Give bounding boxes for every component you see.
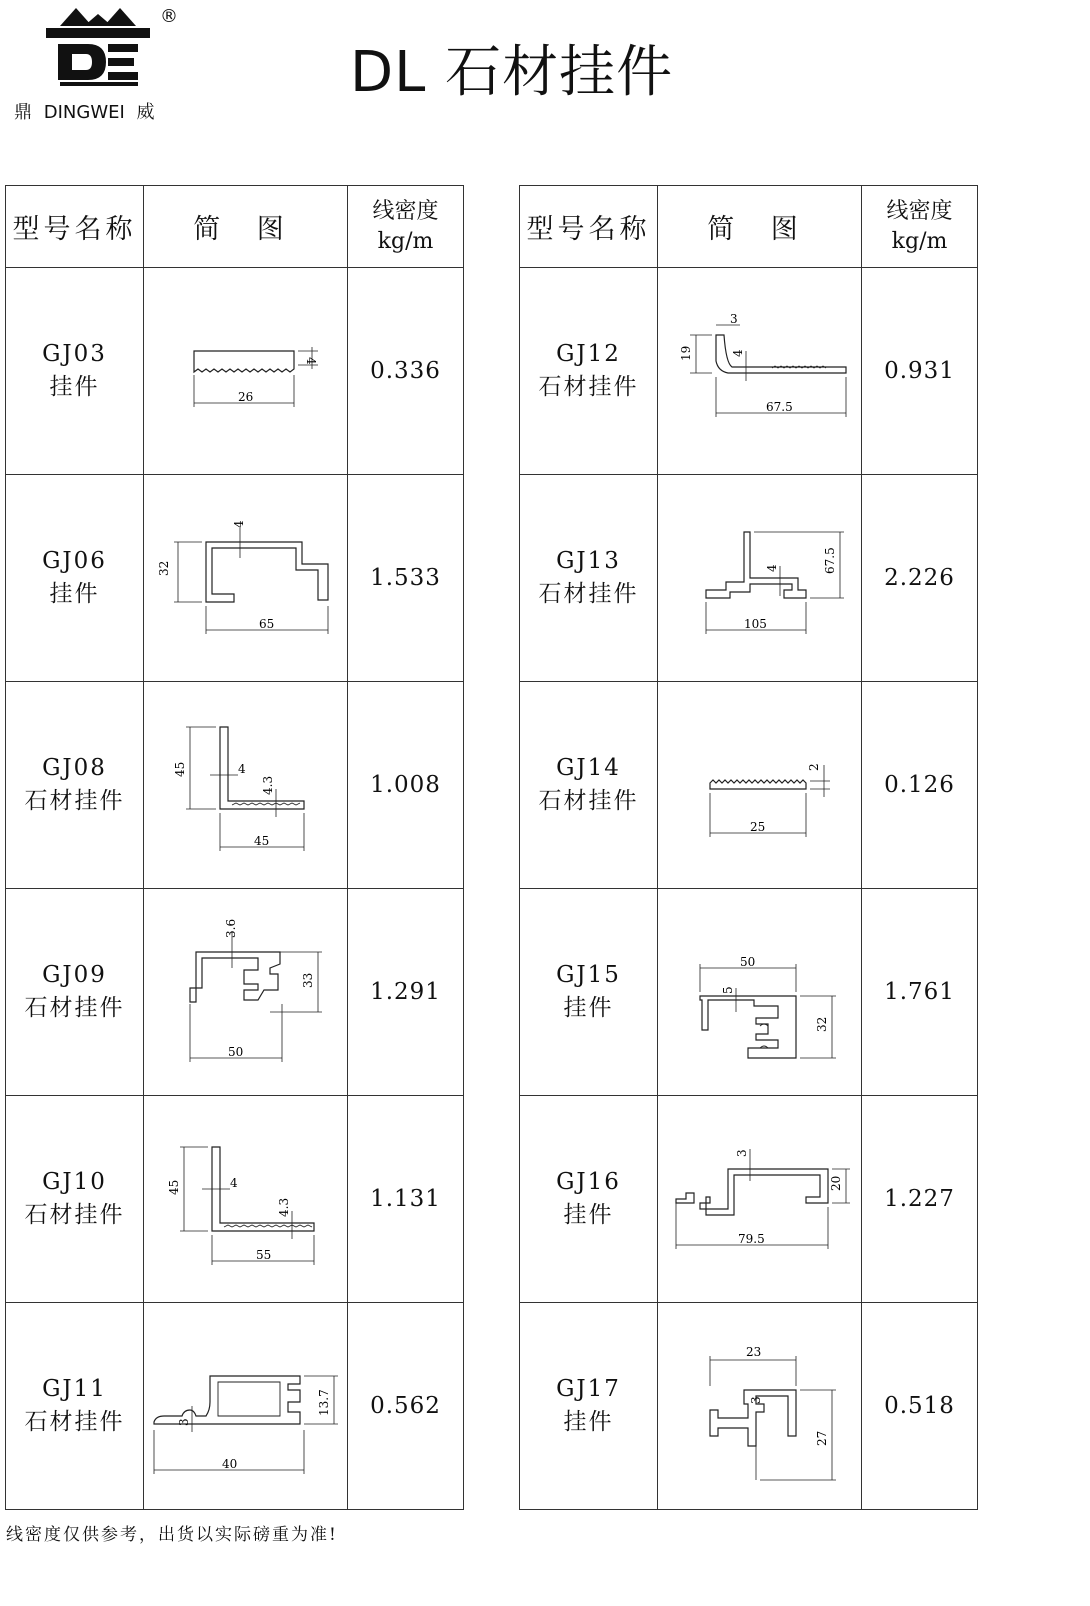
- table-row: [6, 475, 464, 682]
- dim-label: 27: [814, 1430, 829, 1446]
- model-code: GJ12: [556, 341, 621, 367]
- dim-label: 26: [237, 390, 253, 404]
- dim-label: 5: [720, 986, 735, 994]
- dim-label: 33: [300, 972, 315, 988]
- drawing-cell: [144, 682, 348, 889]
- drawing-cell: [658, 475, 862, 682]
- dim-label: 55: [255, 1248, 271, 1262]
- dim-label: 25: [749, 820, 765, 834]
- brand-left-char: 鼎: [14, 102, 32, 123]
- dim-label: 20: [828, 1175, 843, 1191]
- density-value: 1.008: [348, 682, 464, 889]
- dim-label: 23: [745, 1345, 761, 1359]
- header-drawing: 简 图: [144, 186, 348, 268]
- drawing-cell: [658, 268, 862, 475]
- dim-label: 4.3: [260, 775, 275, 795]
- model-name: 石材挂件: [538, 581, 639, 607]
- drawing-cell: [658, 682, 862, 889]
- header-density-label: 线密度: [886, 198, 953, 224]
- model-code: GJ15: [556, 962, 621, 988]
- density-value: 1.227: [862, 1096, 978, 1303]
- dim-label: 79.5: [737, 1232, 765, 1246]
- profile-drawing-gj15: [660, 892, 860, 1092]
- table-row: [6, 682, 464, 889]
- dim-label: 65: [258, 617, 274, 631]
- density-value: 1.533: [348, 475, 464, 682]
- profile-drawing-gj12: [660, 271, 860, 471]
- dim-label: 32: [156, 560, 171, 576]
- table-row: [520, 475, 978, 682]
- brand-name-text: DINGWEI: [43, 102, 125, 123]
- dim-label: 4: [229, 1176, 238, 1190]
- density-value: 1.291: [348, 889, 464, 1096]
- drawing-cell: [144, 475, 348, 682]
- model-code: GJ16: [556, 1169, 621, 1195]
- brand-name: [14, 98, 161, 124]
- table-row: [6, 1096, 464, 1303]
- model-cell: [520, 889, 658, 1096]
- header-model: 型号名称: [520, 186, 658, 268]
- header-drawing: 简 图: [658, 186, 862, 268]
- model-cell: [520, 1303, 658, 1510]
- model-name: 挂件: [49, 581, 100, 607]
- table-header-row: [6, 186, 464, 268]
- model-code: GJ09: [42, 962, 107, 988]
- density-value: 2.226: [862, 475, 978, 682]
- model-cell: [520, 1096, 658, 1303]
- table-row: [520, 682, 978, 889]
- model-code: GJ10: [42, 1169, 107, 1195]
- model-cell: [6, 475, 144, 682]
- table-row: [6, 268, 464, 475]
- model-code: GJ03: [42, 341, 107, 367]
- profile-drawing-gj14: [660, 685, 860, 885]
- dim-label: 4: [237, 762, 246, 776]
- density-value: 0.562: [348, 1303, 464, 1510]
- model-code: GJ14: [556, 755, 621, 781]
- profile-drawing-gj16: [660, 1099, 860, 1299]
- dim-label: 50: [739, 955, 755, 969]
- drawing-cell: [658, 1303, 862, 1510]
- profile-drawing-gj09: [146, 892, 346, 1092]
- dim-label: 4: [303, 357, 318, 365]
- dim-label: 4: [231, 520, 246, 528]
- header-density: [348, 186, 464, 268]
- dim-label: 45: [166, 1179, 181, 1195]
- profile-drawing-gj13: [660, 478, 860, 678]
- header-model: 型号名称: [6, 186, 144, 268]
- dingwei-logo-icon: [46, 4, 150, 88]
- brand-right-char: 威: [136, 102, 155, 123]
- dim-label: 3: [748, 1396, 763, 1404]
- left-spec-table: [5, 185, 464, 1510]
- profile-drawing-gj06: [146, 478, 346, 678]
- dim-label: 67.5: [765, 400, 793, 414]
- drawing-cell: [144, 1303, 348, 1510]
- dim-label: 50: [227, 1045, 243, 1059]
- model-code: GJ17: [556, 1376, 621, 1402]
- model-name: 石材挂件: [538, 374, 639, 400]
- model-cell: [520, 682, 658, 889]
- profile-drawing-gj17: [660, 1306, 860, 1506]
- dim-label: 4: [730, 349, 745, 357]
- model-name: 挂件: [49, 374, 100, 400]
- dim-label: 2: [806, 763, 821, 771]
- profile-drawing-gj10: [146, 1099, 346, 1299]
- model-cell: [6, 682, 144, 889]
- model-name: 石材挂件: [24, 995, 125, 1021]
- model-name: 石材挂件: [24, 1202, 125, 1228]
- density-value: 1.761: [862, 889, 978, 1096]
- model-cell: [6, 889, 144, 1096]
- dim-label: 3: [734, 1149, 749, 1157]
- table-header-row: [520, 186, 978, 268]
- page-title: DL 石材挂件: [350, 40, 674, 105]
- dim-label: 3: [176, 1418, 191, 1426]
- density-value: 0.931: [862, 268, 978, 475]
- drawing-cell: [658, 889, 862, 1096]
- brand-logo: [10, 4, 180, 122]
- table-row: [520, 1096, 978, 1303]
- model-name: 石材挂件: [24, 788, 125, 814]
- dim-label: 19: [678, 345, 693, 361]
- table-row: [520, 268, 978, 475]
- header-density: [862, 186, 978, 268]
- model-name: 挂件: [563, 1202, 614, 1228]
- profile-drawing-gj03: [146, 271, 346, 471]
- profile-drawing-gj11: [146, 1306, 346, 1506]
- dim-label: 3: [729, 312, 738, 326]
- model-code: GJ06: [42, 548, 107, 574]
- model-code: GJ11: [42, 1376, 107, 1402]
- model-code: GJ08: [42, 755, 107, 781]
- model-cell: [520, 268, 658, 475]
- header-density-unit: kg/m: [891, 228, 948, 254]
- drawing-cell: [658, 1096, 862, 1303]
- model-name: 石材挂件: [538, 788, 639, 814]
- table-row: [520, 1303, 978, 1510]
- dim-label: 13.7: [316, 1389, 331, 1416]
- dim-label: 4.3: [276, 1197, 291, 1217]
- table-row: [6, 889, 464, 1096]
- model-code: GJ13: [556, 548, 621, 574]
- header-density-unit: kg/m: [377, 228, 434, 254]
- density-value: 0.126: [862, 682, 978, 889]
- dim-label: 45: [172, 761, 187, 777]
- table-row: [6, 1303, 464, 1510]
- model-name: 挂件: [563, 1409, 614, 1435]
- model-name: 挂件: [563, 995, 614, 1021]
- drawing-cell: [144, 1096, 348, 1303]
- registered-mark: ®: [160, 6, 178, 27]
- model-cell: [6, 1096, 144, 1303]
- dim-label: 3.6: [223, 918, 238, 938]
- footnote: 线密度仅供参考，出货以实际磅重为准!: [6, 1525, 338, 1545]
- density-value: 1.131: [348, 1096, 464, 1303]
- model-cell: [6, 268, 144, 475]
- drawing-cell: [144, 268, 348, 475]
- profile-drawing-gj08: [146, 685, 346, 885]
- dim-label: 32: [814, 1016, 829, 1032]
- density-value: 0.518: [862, 1303, 978, 1510]
- table-row: [520, 889, 978, 1096]
- dim-label: 4: [764, 564, 779, 572]
- dim-label: 67.5: [822, 547, 837, 574]
- dim-label: 40: [221, 1457, 237, 1471]
- dim-label: 45: [253, 834, 269, 848]
- header-density-label: 线密度: [372, 198, 439, 224]
- right-spec-table: [519, 185, 978, 1510]
- model-cell: [6, 1303, 144, 1510]
- density-value: 0.336: [348, 268, 464, 475]
- dim-label: 105: [743, 617, 767, 631]
- model-name: 石材挂件: [24, 1409, 125, 1435]
- drawing-cell: [144, 889, 348, 1096]
- model-cell: [520, 475, 658, 682]
